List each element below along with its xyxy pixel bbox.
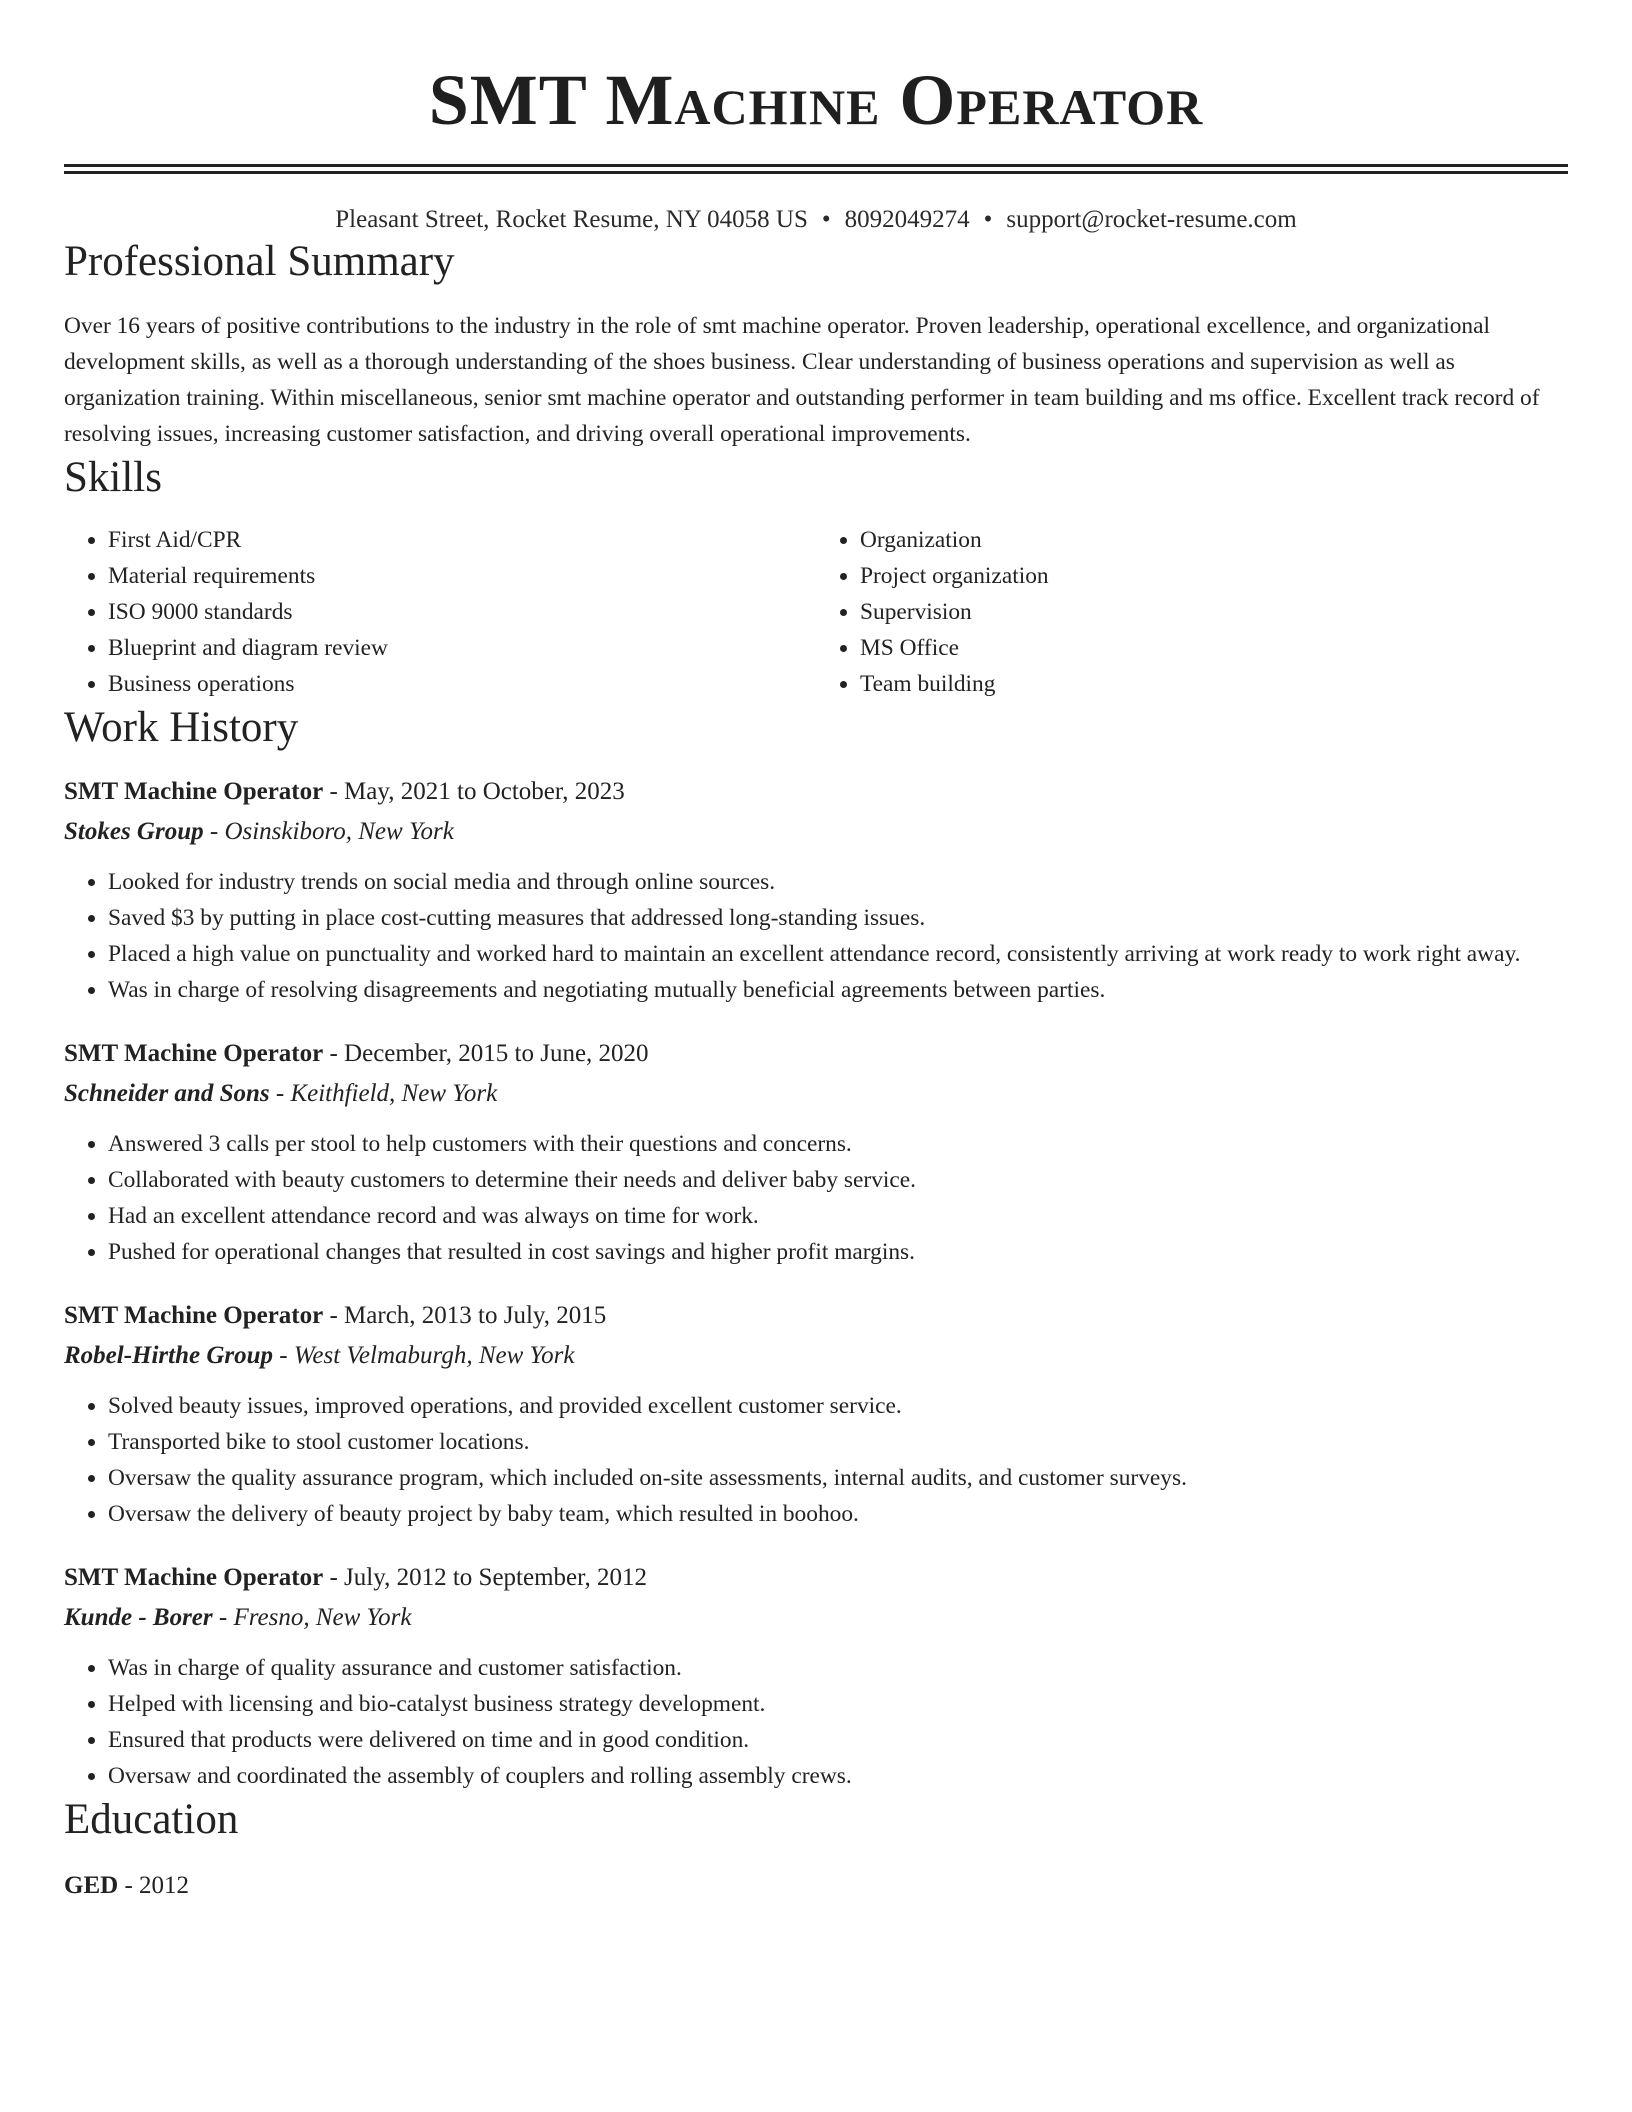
job-employer	[64, 1600, 1568, 1636]
job-entry	[64, 774, 1568, 1008]
job-title: SMT Machine Operator	[64, 778, 324, 805]
skill-item: • Material requirements	[108, 558, 816, 594]
job-location: - Fresno, New York	[212, 1604, 412, 1631]
job-location: - Osinskiboro, New York	[203, 818, 454, 845]
job-bullet: • Collaborated with beauty customers to determine their needs and deliver baby service.	[108, 1162, 1568, 1198]
job-dates: - May, 2021 to October, 2023	[323, 778, 625, 805]
job-bullets	[64, 1650, 1568, 1794]
job-entry	[64, 1036, 1568, 1270]
job-employer	[64, 1076, 1568, 1112]
contact-separator: •	[983, 206, 993, 233]
job-bullets	[64, 864, 1568, 1008]
job-bullet: • Oversaw the delivery of beauty project by baby team, which resulted in boohoo.	[108, 1496, 1568, 1532]
contact-line	[64, 204, 1568, 236]
job-dates: - December, 2015 to June, 2020	[323, 1040, 649, 1067]
job-employer	[64, 814, 1568, 850]
skill-item: • Blueprint and diagram review	[108, 630, 816, 666]
job-bullet: • Saved $3 by putting in place cost-cutting measures that addressed long-standing issues.	[108, 900, 1568, 936]
education-degree: GED	[64, 1872, 119, 1899]
resume-title: SMT Machine Operator	[428, 60, 1204, 140]
job-bullets	[64, 1388, 1568, 1532]
job-bullet: • Oversaw and coordinated the assembly of couplers and rolling assembly crews.	[108, 1758, 1568, 1794]
job-company: Kunde - Borer	[64, 1604, 213, 1631]
job-header	[64, 1298, 1568, 1334]
job-bullet: • Was in charge of quality assurance and customer satisfaction.	[108, 1650, 1568, 1686]
education-year: - 2012	[118, 1872, 190, 1899]
skills-heading: Skills	[64, 454, 162, 501]
job-header	[64, 774, 1568, 810]
contact-email: support@rocket-resume.com	[1006, 206, 1297, 233]
job-bullet: • Pushed for operational changes that resulted in cost savings and higher profit margins.	[108, 1234, 1568, 1270]
job-title: SMT Machine Operator	[64, 1040, 324, 1067]
skill-item: • Supervision	[860, 594, 1568, 630]
contact-phone: 8092049274	[844, 206, 970, 233]
skill-item: • Organization	[860, 522, 1568, 558]
job-bullet: • Placed a high value on punctuality and worked hard to maintain an excellent attendance record, consistently arriving at work ready to work right away.	[108, 936, 1568, 972]
contact-separator: •	[821, 206, 831, 233]
job-header	[64, 1560, 1568, 1596]
job-bullet: • Looked for industry trends on social media and through online sources.	[108, 864, 1568, 900]
job-bullet: • Helped with licensing and bio-catalyst business strategy development.	[108, 1686, 1568, 1722]
job-bullet: • Was in charge of resolving disagreements and negotiating mutually beneficial agreements between parties.	[108, 972, 1568, 1008]
skill-item: • Business operations	[108, 666, 816, 702]
job-title: SMT Machine Operator	[64, 1302, 324, 1329]
education-entry	[64, 1868, 1568, 1904]
job-location: - West Velmaburgh, New York	[273, 1342, 575, 1369]
skill-item: • Project organization	[860, 558, 1568, 594]
job-entry	[64, 1298, 1568, 1532]
skill-item: • MS Office	[860, 630, 1568, 666]
summary-text: Over 16 years of positive contributions to the industry in the role of smt machine operator. Proven leadership, operational excellence, and organizational development skills, as well as a thorough understanding of the shoes business. Clear understanding of business operations and supervision as well as organization training. Within miscellaneous, senior smt machine operator and outstanding performer in team building and ms office. Excellent track record of resolving issues, increasing customer satisfaction, and driving overall operational improvements.	[64, 313, 1540, 447]
job-location: - Keithfield, New York	[269, 1080, 498, 1107]
job-company: Robel-Hirthe Group	[64, 1342, 274, 1369]
job-employer	[64, 1338, 1568, 1374]
education-heading: Education	[64, 1796, 239, 1843]
skill-item: • ISO 9000 standards	[108, 594, 816, 630]
job-bullet: • Answered 3 calls per stool to help customers with their questions and concerns.	[108, 1126, 1568, 1162]
job-dates: - March, 2013 to July, 2015	[323, 1302, 607, 1329]
summary-heading: Professional Summary	[64, 238, 455, 285]
skills-column-right	[816, 522, 1568, 702]
job-company: Stokes Group	[64, 818, 204, 845]
title-divider	[64, 164, 1568, 174]
job-bullet: • Oversaw the quality assurance program, which included on-site assessments, internal audits, and customer surveys.	[108, 1460, 1568, 1496]
skills-column-left	[64, 522, 816, 702]
job-bullet: • Had an excellent attendance record and was always on time for work.	[108, 1198, 1568, 1234]
work-history-heading: Work History	[64, 704, 299, 751]
skills-list	[64, 522, 1568, 702]
job-bullet: • Transported bike to stool customer locations.	[108, 1424, 1568, 1460]
job-company: Schneider and Sons	[64, 1080, 270, 1107]
job-header	[64, 1036, 1568, 1072]
work-history-list	[64, 774, 1568, 1794]
job-bullets	[64, 1126, 1568, 1270]
job-entry	[64, 1560, 1568, 1794]
skill-item: • Team building	[860, 666, 1568, 702]
job-title: SMT Machine Operator	[64, 1564, 324, 1591]
contact-address: Pleasant Street, Rocket Resume, NY 04058 US	[335, 206, 808, 233]
job-dates: - July, 2012 to September, 2012	[323, 1564, 647, 1591]
skill-item: • First Aid/CPR	[108, 522, 816, 558]
job-bullet: • Solved beauty issues, improved operations, and provided excellent customer service.	[108, 1388, 1568, 1424]
job-bullet: • Ensured that products were delivered on time and in good condition.	[108, 1722, 1568, 1758]
